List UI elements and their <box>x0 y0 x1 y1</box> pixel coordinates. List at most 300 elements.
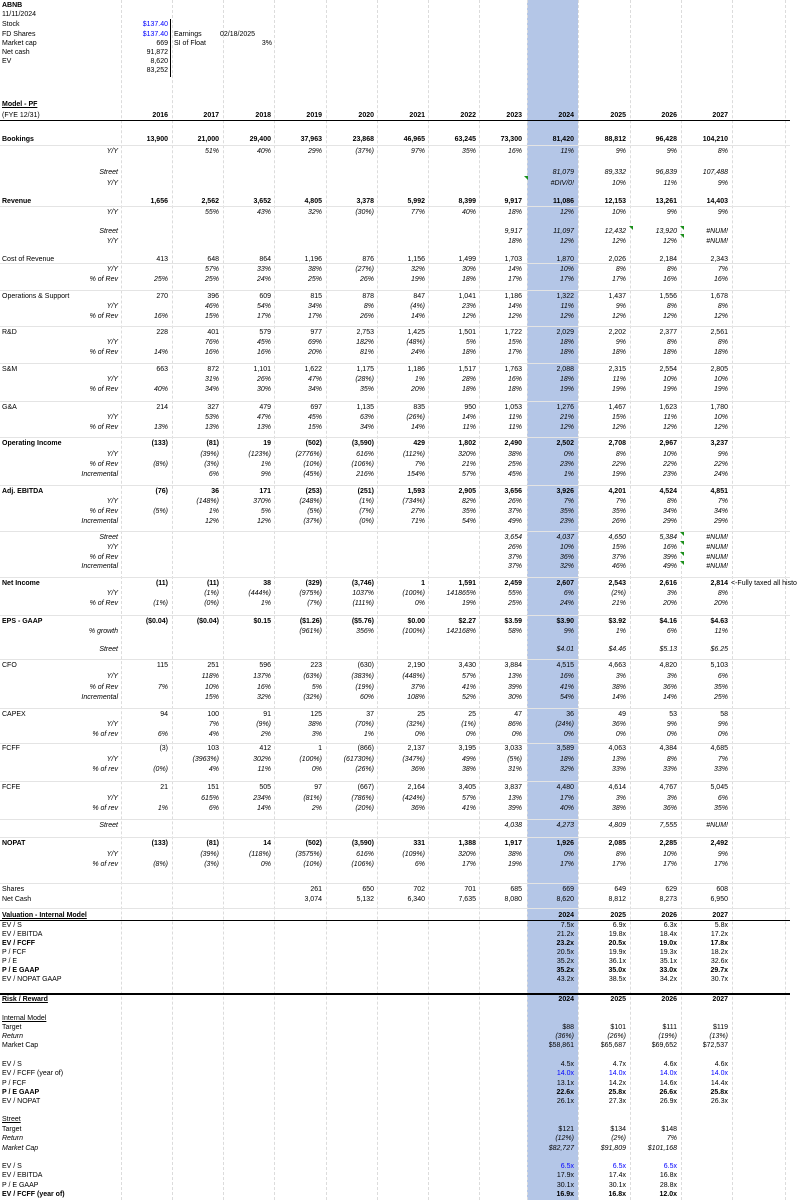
data-cell[interactable]: 13,261 <box>655 198 677 205</box>
row-label[interactable]: Net Income <box>2 580 40 587</box>
data-cell[interactable]: 663 <box>156 366 168 373</box>
data-cell[interactable]: 57% <box>461 795 476 802</box>
year-header[interactable]: 2020 <box>358 112 374 119</box>
risk-label[interactable]: EV / S <box>2 1061 22 1068</box>
data-cell[interactable]: 1,501 <box>458 329 476 336</box>
street-value[interactable]: $134 <box>610 1126 626 1133</box>
data-cell[interactable]: #NUM! <box>706 563 728 570</box>
risk-label[interactable]: Target <box>2 1024 22 1031</box>
data-cell[interactable]: 26% <box>611 518 626 525</box>
data-cell[interactable]: 3,656 <box>504 488 522 495</box>
data-cell[interactable]: 54% <box>256 303 271 310</box>
valuation-label[interactable]: EV / EBITDA <box>2 931 43 938</box>
row-label[interactable]: Y/Y <box>106 851 118 858</box>
data-cell[interactable]: (30%) <box>355 209 374 216</box>
data-cell[interactable]: 8% <box>615 851 626 858</box>
data-cell[interactable]: 1% <box>260 461 271 468</box>
data-cell[interactable]: 1,322 <box>556 293 574 300</box>
data-cell[interactable]: 23,868 <box>352 136 374 143</box>
data-cell[interactable]: 505 <box>259 784 271 791</box>
data-cell[interactable]: 31% <box>204 376 219 383</box>
data-cell[interactable]: 118% <box>201 673 219 680</box>
data-cell[interactable]: 3% <box>666 590 677 597</box>
data-cell[interactable]: 3,589 <box>556 745 574 752</box>
data-cell[interactable]: (3%) <box>204 861 219 868</box>
street-value[interactable]: (2%) <box>611 1135 626 1142</box>
data-cell[interactable]: 32% <box>559 563 574 570</box>
data-cell[interactable]: (9%) <box>256 721 271 728</box>
data-cell[interactable]: (424%) <box>402 795 425 802</box>
data-cell[interactable]: 685 <box>510 886 522 893</box>
street-label[interactable]: Target <box>2 1126 22 1133</box>
data-cell[interactable]: 4,384 <box>659 745 677 752</box>
data-cell[interactable]: 1,425 <box>407 329 425 336</box>
data-cell[interactable]: 57% <box>461 471 476 478</box>
data-cell[interactable]: 37% <box>507 563 522 570</box>
data-cell[interactable]: 36% <box>662 805 677 812</box>
data-cell[interactable]: (81) <box>206 840 219 847</box>
data-cell[interactable]: (3,590) <box>351 440 374 447</box>
data-cell[interactable]: 479 <box>259 404 271 411</box>
data-cell[interactable]: 0% <box>666 731 677 738</box>
risk-value[interactable]: $111 <box>662 1024 677 1031</box>
data-cell[interactable]: 17% <box>507 276 522 283</box>
valuation-value[interactable]: 18.2x <box>710 949 728 956</box>
data-cell[interactable]: 7% <box>717 498 728 505</box>
data-cell[interactable]: 14% <box>611 694 626 701</box>
summary-label[interactable]: Net cash <box>2 49 30 56</box>
row-label[interactable]: % of Rev <box>89 461 118 468</box>
data-cell[interactable]: 2,805 <box>710 366 728 373</box>
data-cell[interactable]: 7% <box>414 461 425 468</box>
risk-value[interactable]: 14.0x <box>608 1070 626 1077</box>
data-cell[interactable]: 12% <box>559 209 574 216</box>
data-cell[interactable]: 38% <box>307 721 322 728</box>
summary-sub-label[interactable]: SI of Float <box>174 40 206 47</box>
data-cell[interactable]: 1,467 <box>608 404 626 411</box>
street-value[interactable]: 16.9x <box>556 1191 574 1198</box>
data-cell[interactable]: 36% <box>611 721 626 728</box>
data-cell[interactable]: (2776%) <box>295 451 322 458</box>
data-cell[interactable]: 609 <box>259 293 271 300</box>
valuation-value[interactable]: 17.2x <box>710 931 728 938</box>
data-cell[interactable]: 171 <box>259 488 271 495</box>
street-value[interactable]: 16.8x <box>608 1191 626 1198</box>
data-cell[interactable]: 4,767 <box>659 784 677 791</box>
row-label[interactable]: Incremental <box>81 471 118 478</box>
data-cell[interactable]: 0% <box>414 731 425 738</box>
valuation-value[interactable]: 19.3x <box>659 949 677 956</box>
data-cell[interactable]: 4,524 <box>659 488 677 495</box>
data-cell[interactable]: #NUM! <box>706 238 728 245</box>
row-label[interactable]: % of Rev <box>89 349 118 356</box>
valuation-year[interactable]: 2025 <box>610 912 626 919</box>
data-cell[interactable]: 46% <box>611 563 626 570</box>
data-cell[interactable]: 4,663 <box>608 662 626 669</box>
internal-model-title[interactable]: Internal Model <box>2 1015 47 1022</box>
data-cell[interactable]: 37,963 <box>300 136 322 143</box>
data-cell[interactable]: 0% <box>717 731 728 738</box>
data-cell[interactable]: 1037% <box>352 590 374 597</box>
data-cell[interactable]: 12% <box>662 424 677 431</box>
data-cell[interactable]: 23% <box>559 461 574 468</box>
data-cell[interactable]: 81,079 <box>552 169 574 176</box>
data-cell[interactable]: 10% <box>611 180 626 187</box>
data-cell[interactable]: 11,097 <box>553 228 574 235</box>
data-cell[interactable]: 37% <box>507 508 522 515</box>
data-cell[interactable]: (123%) <box>248 451 271 458</box>
data-cell[interactable]: 63% <box>359 414 374 421</box>
data-cell[interactable]: 649 <box>614 886 626 893</box>
data-cell[interactable]: (81%) <box>303 795 322 802</box>
data-cell[interactable]: 11% <box>462 424 476 431</box>
year-header[interactable]: 2021 <box>409 112 425 119</box>
data-cell[interactable]: (26%) <box>355 766 374 773</box>
data-cell[interactable]: (148%) <box>196 498 219 505</box>
data-cell[interactable]: 650 <box>362 886 374 893</box>
data-cell[interactable]: 396 <box>207 293 219 300</box>
data-cell[interactable]: (106%) <box>351 861 374 868</box>
data-cell[interactable]: 38% <box>507 851 522 858</box>
data-cell[interactable]: 4,650 <box>608 534 626 541</box>
data-cell[interactable]: 3,654 <box>504 534 522 541</box>
valuation-title[interactable]: Valuation - Internal Model <box>2 912 87 919</box>
street-title[interactable]: Street <box>2 1116 21 1123</box>
data-cell[interactable]: 17% <box>662 861 677 868</box>
data-cell[interactable]: (61730%) <box>343 756 374 763</box>
data-cell[interactable]: 4,480 <box>556 784 574 791</box>
data-cell[interactable]: 1,802 <box>458 440 476 447</box>
data-cell[interactable]: 4,614 <box>608 784 626 791</box>
row-label[interactable]: Y/Y <box>106 339 118 346</box>
data-cell[interactable]: 17% <box>559 795 574 802</box>
data-cell[interactable]: 19% <box>410 276 425 283</box>
data-cell[interactable]: 4% <box>208 731 219 738</box>
data-cell[interactable]: 57% <box>204 266 219 273</box>
data-cell[interactable]: 2,184 <box>659 256 677 263</box>
data-cell[interactable]: (10%) <box>303 861 322 868</box>
data-cell[interactable]: 3% <box>615 795 626 802</box>
street-label[interactable]: EV / FCFF (year of) <box>2 1191 65 1198</box>
data-cell[interactable]: 14 <box>263 840 271 847</box>
data-cell[interactable]: 14% <box>662 694 677 701</box>
data-cell[interactable]: (111%) <box>352 600 374 607</box>
data-cell[interactable]: 13% <box>611 756 626 763</box>
data-cell[interactable]: 21,000 <box>197 136 219 143</box>
data-cell[interactable]: 12% <box>611 238 626 245</box>
data-cell[interactable]: 12% <box>713 424 728 431</box>
risk-value[interactable]: $88 <box>562 1024 574 1031</box>
valuation-value[interactable]: 7.5x <box>560 922 574 929</box>
summary-sub-label[interactable]: Earnings <box>174 31 202 38</box>
model-title[interactable]: Model - PF <box>2 101 38 108</box>
data-cell[interactable]: 103 <box>207 745 219 752</box>
data-cell[interactable]: 18% <box>461 349 476 356</box>
data-cell[interactable]: 25% <box>153 276 168 283</box>
ticker-label[interactable]: ABNB <box>2 2 23 9</box>
data-cell[interactable]: 3% <box>666 795 677 802</box>
data-cell[interactable]: (7%) <box>307 600 322 607</box>
data-cell[interactable]: 25 <box>417 711 425 718</box>
data-cell[interactable]: 12% <box>559 424 574 431</box>
data-cell[interactable]: 950 <box>464 404 476 411</box>
data-cell[interactable]: 1,722 <box>504 329 522 336</box>
row-label[interactable]: FCFF <box>2 745 20 752</box>
valuation-value[interactable]: 17.8x <box>710 940 728 947</box>
row-label[interactable]: Y/Y <box>106 721 118 728</box>
data-cell[interactable]: 1% <box>363 731 374 738</box>
valuation-label[interactable]: P / E <box>2 958 18 965</box>
data-cell[interactable]: 11% <box>560 303 574 310</box>
data-cell[interactable]: 214 <box>156 404 168 411</box>
data-cell[interactable]: 2,814 <box>710 580 728 587</box>
data-cell[interactable]: (786%) <box>351 795 374 802</box>
data-cell[interactable]: 1% <box>208 508 219 515</box>
valuation-value[interactable]: 43.2x <box>556 976 574 983</box>
data-cell[interactable]: #NUM! <box>706 228 728 235</box>
data-cell[interactable]: 8% <box>717 590 728 597</box>
data-cell[interactable]: (26%) <box>406 414 425 421</box>
data-cell[interactable]: 17% <box>307 313 322 320</box>
data-cell[interactable]: 96,839 <box>655 169 677 176</box>
data-cell[interactable]: 876 <box>362 256 374 263</box>
data-cell[interactable]: (48%) <box>406 339 425 346</box>
street-value[interactable]: 30.1x <box>556 1182 574 1189</box>
data-cell[interactable]: 2% <box>260 731 271 738</box>
risk-value[interactable]: (36%) <box>555 1033 574 1040</box>
data-cell[interactable]: 0% <box>563 731 574 738</box>
row-label[interactable]: Cost of Revenue <box>2 256 55 263</box>
data-cell[interactable]: 18% <box>559 339 574 346</box>
data-cell[interactable]: ($1.26) <box>299 618 322 625</box>
data-cell[interactable]: 11% <box>663 414 677 421</box>
risk-value[interactable]: $101 <box>610 1024 626 1031</box>
data-cell[interactable]: 0% <box>563 451 574 458</box>
data-cell[interactable]: 16% <box>256 684 271 691</box>
row-label[interactable]: Street <box>99 646 118 653</box>
data-cell[interactable]: 18% <box>507 386 522 393</box>
data-cell[interactable]: 1,156 <box>407 256 425 263</box>
data-cell[interactable]: 17% <box>713 861 728 868</box>
valuation-value[interactable]: 19.0x <box>659 940 677 947</box>
data-cell[interactable]: 878 <box>362 293 374 300</box>
data-cell[interactable]: 34% <box>359 424 374 431</box>
data-cell[interactable]: 26% <box>256 376 271 383</box>
data-cell[interactable]: #NUM! <box>706 822 728 829</box>
data-cell[interactable]: $0.00 <box>407 618 425 625</box>
data-cell[interactable]: (106%) <box>351 461 374 468</box>
data-cell[interactable]: 8,273 <box>659 896 677 903</box>
data-cell[interactable]: 8% <box>717 303 728 310</box>
summary-value[interactable]: 91,872 <box>146 49 168 56</box>
data-cell[interactable]: (444%) <box>248 590 271 597</box>
data-cell[interactable]: 41% <box>461 684 476 691</box>
data-cell[interactable]: (3%) <box>204 461 219 468</box>
data-cell[interactable]: 11,086 <box>552 198 574 205</box>
risk-value[interactable]: $69,652 <box>651 1042 677 1049</box>
data-cell[interactable]: 9,917 <box>504 228 522 235</box>
data-cell[interactable]: 73,300 <box>500 136 522 143</box>
data-cell[interactable]: 16% <box>256 349 271 356</box>
data-cell[interactable]: 51% <box>204 148 219 155</box>
data-cell[interactable]: 22% <box>611 461 626 468</box>
data-cell[interactable]: (8%) <box>153 861 168 868</box>
data-cell[interactable]: 30% <box>256 386 271 393</box>
data-cell[interactable]: 49% <box>507 518 522 525</box>
data-cell[interactable]: 33% <box>662 766 677 773</box>
risk-value[interactable]: 14.6x <box>659 1080 677 1087</box>
valuation-label[interactable]: P / E GAAP <box>2 967 40 974</box>
data-cell[interactable]: 2,543 <box>608 580 626 587</box>
data-cell[interactable]: 54% <box>559 694 574 701</box>
street-value[interactable]: $82,727 <box>548 1145 574 1152</box>
data-cell[interactable]: 1,556 <box>659 293 677 300</box>
data-cell[interactable]: 2,459 <box>504 580 522 587</box>
data-cell[interactable]: $4.16 <box>659 618 677 625</box>
data-cell[interactable]: 7% <box>717 756 728 763</box>
risk-value[interactable]: 26.1x <box>556 1098 574 1105</box>
data-cell[interactable]: (133) <box>151 440 168 447</box>
data-cell[interactable]: (100%) <box>402 628 425 635</box>
valuation-value[interactable]: 20.5x <box>608 940 626 947</box>
data-cell[interactable]: 1,678 <box>710 293 728 300</box>
data-cell[interactable]: 18% <box>662 349 677 356</box>
row-label[interactable]: % of rev <box>92 731 118 738</box>
data-cell[interactable]: 701 <box>464 886 476 893</box>
summary-label[interactable]: EV <box>2 58 12 65</box>
data-cell[interactable]: (502) <box>305 840 322 847</box>
data-cell[interactable]: 17% <box>461 861 476 868</box>
data-cell[interactable]: 1,053 <box>504 404 522 411</box>
data-cell[interactable]: (32%) <box>303 694 322 701</box>
data-cell[interactable]: 137% <box>253 673 271 680</box>
street-value[interactable]: 6.5x <box>612 1163 626 1170</box>
risk-value[interactable]: (26%) <box>607 1033 626 1040</box>
data-cell[interactable]: 25 <box>468 711 476 718</box>
valuation-value[interactable]: 33.0x <box>659 967 677 974</box>
row-label[interactable]: G&A <box>2 404 17 411</box>
data-cell[interactable]: 4,201 <box>608 488 626 495</box>
data-cell[interactable]: #NUM! <box>706 544 728 551</box>
data-cell[interactable]: 11% <box>663 180 677 187</box>
data-cell[interactable]: 10% <box>713 414 728 421</box>
data-cell[interactable]: 9% <box>717 851 728 858</box>
data-cell[interactable]: 0% <box>465 731 476 738</box>
data-cell[interactable]: 47 <box>514 711 522 718</box>
data-cell[interactable]: 41% <box>461 805 476 812</box>
data-cell[interactable]: 13% <box>507 673 522 680</box>
row-label[interactable]: Y/Y <box>106 376 118 383</box>
data-cell[interactable]: (118%) <box>248 851 271 858</box>
date-label[interactable]: 11/11/2024 <box>2 11 36 18</box>
data-cell[interactable]: 37 <box>366 711 374 718</box>
data-cell[interactable]: 7% <box>615 498 626 505</box>
data-cell[interactable]: 97% <box>410 148 425 155</box>
data-cell[interactable]: (248%) <box>299 498 322 505</box>
data-cell[interactable]: 13% <box>256 424 271 431</box>
data-cell[interactable]: 1,276 <box>556 404 574 411</box>
row-label[interactable]: EPS - GAAP <box>2 618 43 625</box>
data-cell[interactable]: (253) <box>305 488 322 495</box>
data-cell[interactable]: 228 <box>156 329 168 336</box>
data-cell[interactable]: 6,340 <box>407 896 425 903</box>
risk-value[interactable]: 4.5x <box>560 1061 574 1068</box>
summary-label[interactable]: Market cap <box>2 40 37 47</box>
data-cell[interactable]: 1% <box>414 376 425 383</box>
data-cell[interactable]: 4,515 <box>556 662 574 669</box>
data-cell[interactable]: 21% <box>611 600 626 607</box>
data-cell[interactable]: 29,400 <box>249 136 271 143</box>
valuation-value[interactable]: 20.5x <box>556 949 574 956</box>
risk-title[interactable]: Risk / Reward <box>2 996 48 1003</box>
data-cell[interactable]: 35% <box>461 148 476 155</box>
data-cell[interactable]: 216% <box>356 471 374 478</box>
data-cell[interactable]: (383%) <box>351 673 374 680</box>
data-cell[interactable]: 24% <box>410 349 425 356</box>
data-cell[interactable]: 43% <box>256 209 271 216</box>
street-label[interactable]: Market Cap <box>2 1145 39 1152</box>
risk-label[interactable]: P / FCF <box>2 1080 26 1087</box>
risk-value[interactable]: 22.6x <box>556 1089 574 1096</box>
risk-value[interactable]: $65,687 <box>600 1042 626 1049</box>
data-cell[interactable]: 370% <box>253 498 271 505</box>
data-cell[interactable]: 3,033 <box>504 745 522 752</box>
data-cell[interactable]: (0%) <box>204 600 219 607</box>
data-cell[interactable]: 8% <box>615 266 626 273</box>
street-label[interactable]: EV / EBITDA <box>2 1172 43 1179</box>
risk-value[interactable]: 14.2x <box>608 1080 626 1087</box>
data-cell[interactable]: 412 <box>259 745 271 752</box>
risk-value[interactable]: (19%) <box>658 1033 677 1040</box>
row-label[interactable]: NOPAT <box>2 840 26 847</box>
data-cell[interactable]: 91 <box>263 711 271 718</box>
data-cell[interactable]: 10% <box>611 209 626 216</box>
data-cell[interactable]: 9% <box>666 209 677 216</box>
valuation-label[interactable]: EV / FCFF <box>2 940 36 947</box>
valuation-value[interactable]: 19.9x <box>608 949 626 956</box>
valuation-year[interactable]: 2026 <box>661 912 677 919</box>
data-cell[interactable]: 429 <box>413 440 425 447</box>
data-cell[interactable]: 94 <box>160 711 168 718</box>
data-cell[interactable]: 21 <box>160 784 168 791</box>
data-cell[interactable]: 4,805 <box>304 198 322 205</box>
data-cell[interactable]: 2,285 <box>659 840 677 847</box>
data-cell[interactable]: 9,917 <box>504 198 522 205</box>
model-fye[interactable]: (FYE 12/31) <box>2 112 40 119</box>
data-cell[interactable]: 1 <box>421 580 425 587</box>
data-cell[interactable]: 34% <box>662 508 677 515</box>
data-cell[interactable]: 142168% <box>446 628 476 635</box>
year-header[interactable]: 2017 <box>203 112 219 119</box>
risk-value[interactable]: 27.3x <box>608 1098 626 1105</box>
data-cell[interactable]: 37% <box>611 554 626 561</box>
data-cell[interactable]: 4,038 <box>504 822 522 829</box>
data-cell[interactable]: (667) <box>357 784 374 791</box>
row-label[interactable]: Street <box>99 534 118 541</box>
row-label[interactable]: Adj. EBITDA <box>2 488 44 495</box>
row-label[interactable]: FCFE <box>2 784 21 791</box>
risk-value[interactable]: 26.6x <box>659 1089 677 1096</box>
data-cell[interactable]: 32% <box>410 266 425 273</box>
data-cell[interactable]: (3) <box>159 745 168 752</box>
risk-year[interactable]: 2025 <box>610 996 626 1003</box>
data-cell[interactable]: 36% <box>559 554 574 561</box>
row-label[interactable]: % of Rev <box>89 508 118 515</box>
data-cell[interactable]: 19% <box>507 861 522 868</box>
data-cell[interactable]: 15% <box>611 544 626 551</box>
risk-label[interactable]: EV / NOPAT <box>2 1098 41 1105</box>
data-cell[interactable]: 30% <box>461 266 476 273</box>
